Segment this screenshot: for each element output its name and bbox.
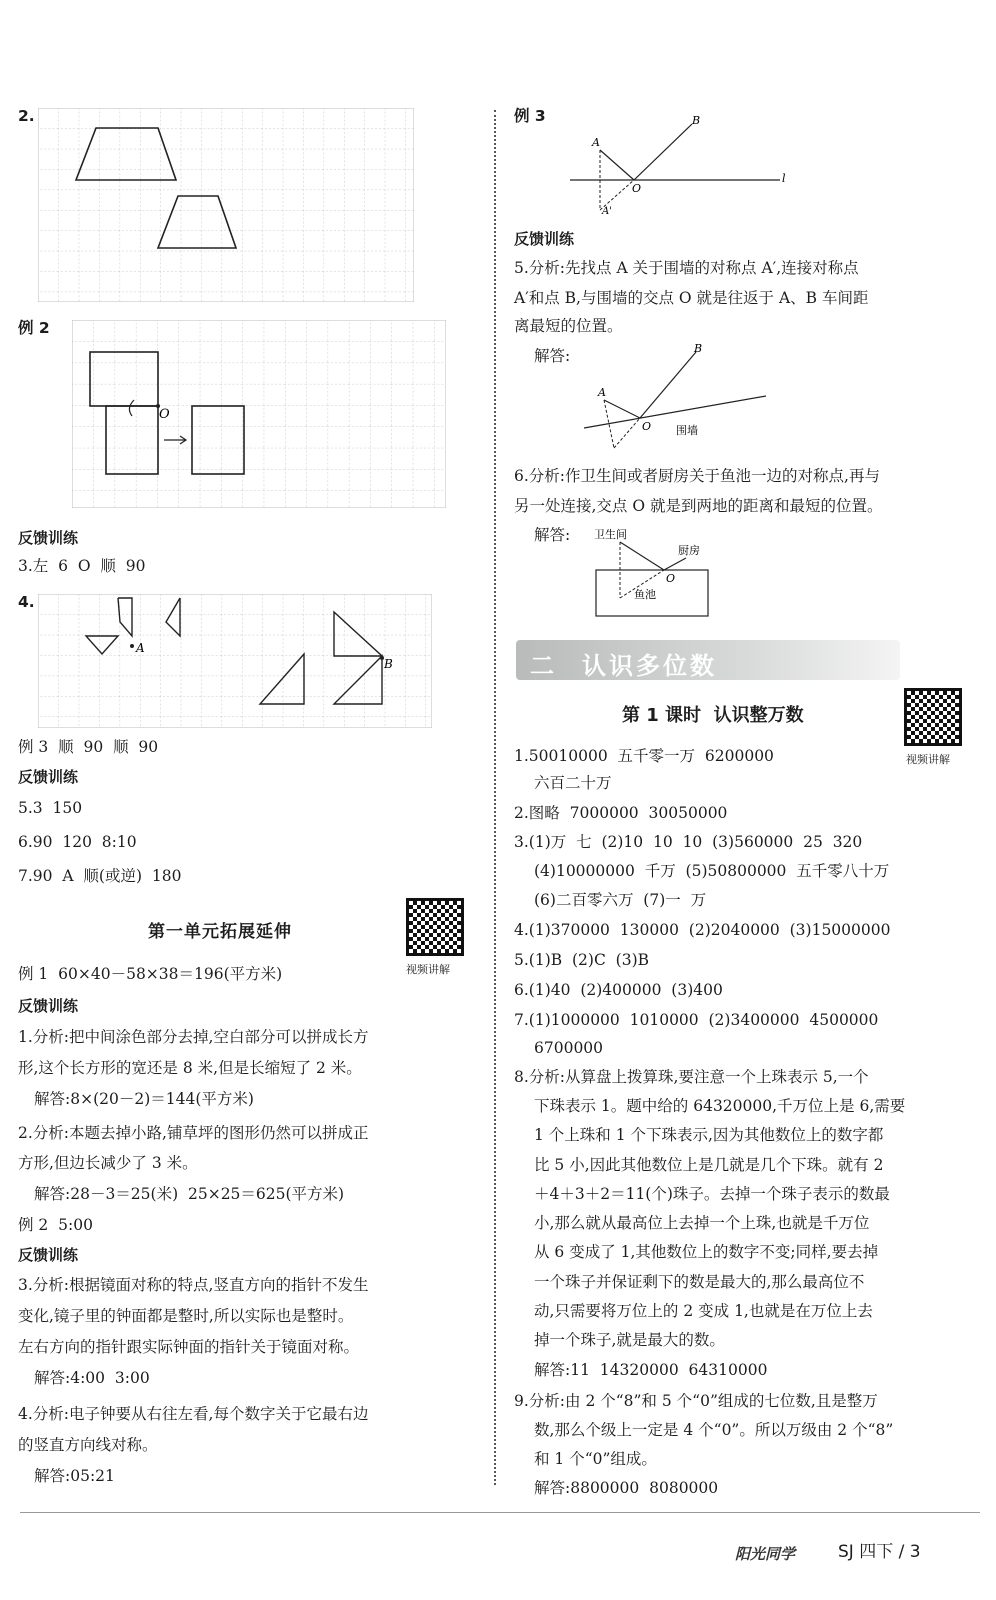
toilet-label: 卫生间 bbox=[594, 528, 627, 541]
n3-line-1: 3.(1)万 七 (2)10 10 10 (3)560000 25 320 bbox=[514, 833, 863, 851]
r6-solution: 解答: bbox=[534, 526, 571, 544]
analysis-3-line-1: 3.分析:根据镜面对称的特点,竖直方向的指针不发生 bbox=[18, 1276, 369, 1294]
footer-rule bbox=[20, 1512, 980, 1513]
answer-q5: 5.3 150 bbox=[18, 799, 83, 817]
n7-line-2: 6700000 bbox=[534, 1039, 604, 1057]
n9-line-3: 和 1 个“0”组成。 bbox=[534, 1450, 657, 1468]
answer-q3: 3.左 6 O 顺 90 bbox=[18, 557, 146, 575]
analysis-3-line-3: 左右方向的指针跟实际钟面的指针关于镜面对称。 bbox=[18, 1338, 360, 1356]
banner-title: 认识多位数 bbox=[582, 652, 717, 680]
n5: 5.(1)B (2)C (3)B bbox=[514, 951, 650, 969]
pt-a-prime: A' bbox=[602, 206, 612, 217]
n8-line-5: ＋4＋3＋2＝11(个)珠子。去掉一个珠子表示的数最 bbox=[534, 1185, 890, 1203]
analysis-4-line-1: 4.分析:电子钟要从右往左看,每个数字关于它最右边 bbox=[18, 1405, 369, 1423]
grid-figure-q2 bbox=[38, 108, 414, 302]
answer-example-1: 例 1 60×40－58×38＝196(平方米) bbox=[18, 965, 283, 983]
feedback-label-4: 反馈训练 bbox=[18, 1246, 79, 1264]
qr-caption-right: 视频讲解 bbox=[906, 753, 950, 766]
point-a-label: A bbox=[136, 641, 145, 655]
n3-line-2: (4)10000000 千万 (5)50800000 五千零八十万 bbox=[534, 862, 890, 880]
r5-pt-o: O bbox=[642, 420, 652, 433]
analysis-1-line-2: 形,这个长方形的宽还是 8 米,但是长缩短了 2 米。 bbox=[18, 1059, 362, 1077]
r5-line-2: A′和点 B,与围墙的交点 O 就是往返于 A、B 车间距 bbox=[514, 289, 869, 307]
brand-logo: 阳光同学 bbox=[735, 1545, 796, 1563]
example-3-label: 例 3 bbox=[514, 107, 546, 125]
banner-number: 二 bbox=[530, 652, 554, 680]
pt-o: O bbox=[632, 182, 642, 195]
analysis-4-line-2: 的竖直方向线对称。 bbox=[18, 1436, 158, 1454]
n8-line-4: 比 5 小,因此其他数位上是几就是几个下珠。就有 2 bbox=[534, 1156, 884, 1174]
n9-line-2: 数,那么个级上一定是 4 个“0”。所以万级由 2 个“8” bbox=[534, 1421, 894, 1439]
figure-r5 bbox=[580, 340, 780, 460]
n8-line-2: 下珠表示 1。题中给的 64320000,千万位上是 6,需要 bbox=[534, 1097, 906, 1115]
n6: 6.(1)40 (2)400000 (3)400 bbox=[514, 981, 723, 999]
r6-line-2: 另一处连接,交点 O 就是到两地的距离和最短的位置。 bbox=[514, 497, 883, 515]
n2: 2.图略 7000000 30050000 bbox=[514, 804, 728, 822]
feedback-label-3: 反馈训练 bbox=[18, 997, 79, 1015]
solution-4: 解答:05:21 bbox=[34, 1467, 115, 1485]
point-o-label: O bbox=[159, 407, 170, 422]
analysis-3-line-2: 变化,镜子里的钟面都是整时,所以实际也是整时。 bbox=[18, 1307, 354, 1325]
n4: 4.(1)370000 130000 (2)2040000 (3)15000000 bbox=[514, 921, 891, 939]
analysis-2-line-1: 2.分析:本题去掉小路,铺草坪的图形仍然可以拼成正 bbox=[18, 1124, 369, 1142]
feedback-label-r: 反馈训练 bbox=[514, 230, 575, 248]
feedback-label-1: 反馈训练 bbox=[18, 529, 79, 547]
solution-2: 解答:28－3＝25(米) 25×25＝625(平方米) bbox=[34, 1185, 345, 1203]
n8-line-8: 一个珠子并保证剩下的数是最大的,那么最高位不 bbox=[534, 1273, 865, 1291]
q2-number: 2. bbox=[18, 107, 35, 125]
feedback-label-2: 反馈训练 bbox=[18, 768, 79, 786]
grid-figure-ex2 bbox=[72, 320, 446, 508]
pt-b: B bbox=[692, 114, 701, 127]
qr-caption-left: 视频讲解 bbox=[406, 963, 450, 976]
n1-line-1: 1.50010000 五千零一万 6200000 bbox=[514, 747, 774, 765]
n8-line-6: 小,那么就从最高位上去掉一个上珠,也就是千万位 bbox=[534, 1214, 870, 1232]
n7-line-1: 7.(1)1000000 1010000 (2)3400000 4500000 bbox=[514, 1011, 879, 1029]
wall-label: 围墙 bbox=[676, 424, 698, 437]
point-b-label: B bbox=[384, 657, 393, 671]
example-2-label: 例 2 bbox=[18, 319, 50, 337]
n3-line-3: (6)二百零六万 (7)一 万 bbox=[534, 891, 707, 909]
pond-label: 鱼池 bbox=[634, 588, 656, 601]
n8-line-10: 掉一个珠子,就是最大的数。 bbox=[534, 1331, 725, 1349]
r6-pt-o: O bbox=[666, 572, 676, 585]
analysis-1-line-1: 1.分析:把中间涂色部分去掉,空白部分可以拼成长方 bbox=[18, 1028, 369, 1046]
grid-figure-q4 bbox=[38, 594, 432, 728]
r5-line-1: 5.分析:先找点 A 关于围墙的对称点 A′,连接对称点 bbox=[514, 259, 859, 277]
analysis-2-line-2: 方形,但边长减少了 3 米。 bbox=[18, 1154, 198, 1172]
n8-solution: 解答:11 14320000 64310000 bbox=[534, 1361, 768, 1379]
n8-line-1: 8.分析:从算盘上拨算珠,要注意一个上珠表示 5,一个 bbox=[514, 1068, 869, 1086]
qr-code-left[interactable] bbox=[406, 898, 464, 956]
figure-example-3 bbox=[560, 110, 800, 220]
figure-r6 bbox=[580, 520, 720, 622]
solution-1: 解答:8×(20－2)＝144(平方米) bbox=[34, 1090, 254, 1108]
r5-line-3: 离最短的位置。 bbox=[514, 317, 623, 335]
r5-solution: 解答: bbox=[534, 347, 571, 365]
n8-line-3: 1 个上珠和 1 个下珠表示,因为其他数位上的数字都 bbox=[534, 1126, 884, 1144]
n8-line-7: 从 6 变成了 1,其他数位上的数字不变;同样,要去掉 bbox=[534, 1243, 879, 1261]
n9-line-1: 9.分析:由 2 个“8”和 5 个“0”组成的七位数,且是整万 bbox=[514, 1392, 878, 1410]
n8-line-9: 动,只需要将万位上的 2 变成 1,也就是在万位上去 bbox=[534, 1302, 873, 1320]
answer-q6: 6.90 120 8:10 bbox=[18, 833, 137, 851]
answer-q7: 7.90 A 顺(或逆) 180 bbox=[18, 867, 182, 885]
solution-3: 解答:4:00 3:00 bbox=[34, 1369, 150, 1387]
q4-number: 4. bbox=[18, 593, 35, 611]
kitchen-label: 厨房 bbox=[678, 544, 700, 557]
page-number: SJ 四下 / 3 bbox=[838, 1542, 921, 1562]
unit-banner bbox=[516, 640, 900, 680]
n1-line-2: 六百二十万 bbox=[534, 774, 612, 792]
pt-a: A bbox=[592, 136, 600, 149]
r5-pt-a: A bbox=[598, 386, 606, 399]
line-l: l bbox=[782, 172, 786, 185]
section-title: 第一单元拓展延伸 bbox=[148, 922, 292, 942]
answer-example-2b: 例 2 5:00 bbox=[18, 1216, 93, 1234]
qr-code-right[interactable] bbox=[904, 688, 962, 746]
n9-solution: 解答:8800000 8080000 bbox=[534, 1479, 719, 1497]
r6-line-1: 6.分析:作卫生间或者厨房关于鱼池一边的对称点,再与 bbox=[514, 467, 880, 485]
column-divider bbox=[494, 110, 496, 1485]
r5-pt-b: B bbox=[694, 342, 703, 355]
answer-example-3: 例 3 顺 90 顺 90 bbox=[18, 738, 159, 756]
lesson-title: 第 1 课时 认识整万数 bbox=[622, 705, 804, 726]
